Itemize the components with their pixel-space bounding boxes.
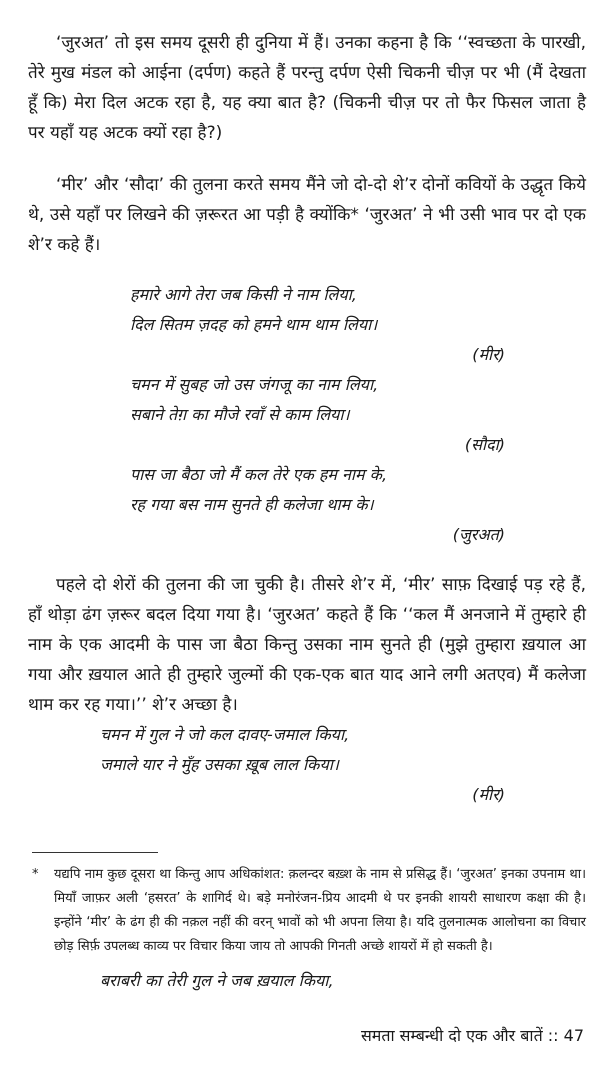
- verse-line: चमन में सुबह जो उस जंगजू का नाम लिया,: [130, 375, 379, 394]
- poet-attribution-mir: (मीर): [472, 345, 505, 364]
- footnote: [28, 863, 586, 959]
- paragraph-jurat-mirror: ‘जुरअत’ तो इस समय दूसरी ही दुनिया में हैं। उनका कहना है कि ‘‘स्वच्छता के पारखी, तेरे मुख मंडल को आईना (दर्पण) कहते हैं परन्तु दर्पण ऐसी चिकनी चीज़ पर भी (मैं देखता हूँ कि) मेरा दिल अटक रहा है, यह क्या बात है? (चिकनी चीज़ पर तो फैर फिसल जाता है पर यहाँ यह अटक क्यों रहा है?): [28, 33, 586, 143]
- footnote-marker: *: [32, 867, 39, 882]
- verse-line: दिल सितम ज़दह को हमने थाम थाम लिया।: [130, 315, 378, 334]
- verse-line: हमारे आगे तेरा जब किसी ने नाम लिया,: [130, 285, 357, 304]
- verse-line: चमन में गुल ने जो कल दावए-जमाल किया,: [100, 725, 350, 744]
- verse-line: सबाने तेग़ का मौजे रवाँ से काम लिया।: [130, 405, 350, 424]
- trailing-verse-line: बराबरी का तेरी गुल ने जब ख़याल किया,: [100, 971, 334, 990]
- running-footer-page-number: समता सम्बन्धी दो एक और बातें :: 47: [360, 1026, 584, 1045]
- footnote-text: यद्यपि नाम कुछ दूसरा था किन्तु आप अधिकांशत: क़लन्दर बख़्श के नाम से प्रसिद्ध हैं। ‘जुरअत’ इनका उपनाम था। मियाँ जाफ़र अली ‘हसरत’ के शागिर्द थे। बड़े मनोरंजन-प्रिय आदमी थे पर इनकी शायरी साधारण कक्षा की है। इन्होंने ‘मीर’ के ढंग ही की नक़ल नहीं की वरन् भावों को भी अपना लिया है। यदि तुलनात्मक आलोचना का विचार छोड़ सिर्फ़ उपलब्ध काव्य पर विचार किया जाय तो आपकी गिनती अच्छे शायरों में हो सकती है।: [54, 867, 586, 954]
- poet-attribution-mir: (मीर): [472, 785, 505, 804]
- verse-block-mir: [28, 720, 505, 810]
- paragraph-third-sher: पहले दो शेरों की तुलना की जा चुकी है। तीसरे शे’र में, ‘मीर’ साफ़ दिखाई पड़ रहे हैं, हाँ थोड़ा ढंग ज़रूर बदल दिया गया है। ‘जुरअत’ कहते हैं कि ‘‘कल मैं अनजाने में तुम्हारे ही नाम के एक आदमी के पास जा बैठा किन्तु उसका नाम सुनते ही (मुझे तुम्हारा ख़याल आ गया और ख़याल आते ही तुम्हारे जुल्मों की एक-एक बात याद आने लगी अतएव) मैं कलेजा थाम कर रह गया।’’ शे’र अच्छा है।: [28, 575, 586, 715]
- poet-attribution-sauda: (सौदा): [464, 435, 505, 454]
- footnote-divider: [32, 852, 158, 853]
- verse-line: रह गया बस नाम सुनते ही कलेजा थाम के।: [130, 495, 374, 514]
- paragraph-comparison-intro: ‘मीर’ और ‘सौदा’ की तुलना करते समय मैंने जो दो-दो शे’र दोनों कवियों के उद्धृत किये थे, उसे यहाँ पर लिखने की ज़रूरत आ पड़ी है क्योंकि* ‘जुरअत’ ने भी उसी भाव पर दो एक शे’र कहे हैं।: [28, 175, 586, 255]
- verse-line: पास जा बैठा जो मैं कल तेरे एक हम नाम के,: [130, 465, 388, 484]
- poet-attribution-jurat: (जुरअत): [452, 525, 505, 544]
- verse-block-comparison: [28, 280, 505, 550]
- verse-line: जमाले यार ने मुँह उसका ख़ूब लाल किया।: [100, 755, 339, 774]
